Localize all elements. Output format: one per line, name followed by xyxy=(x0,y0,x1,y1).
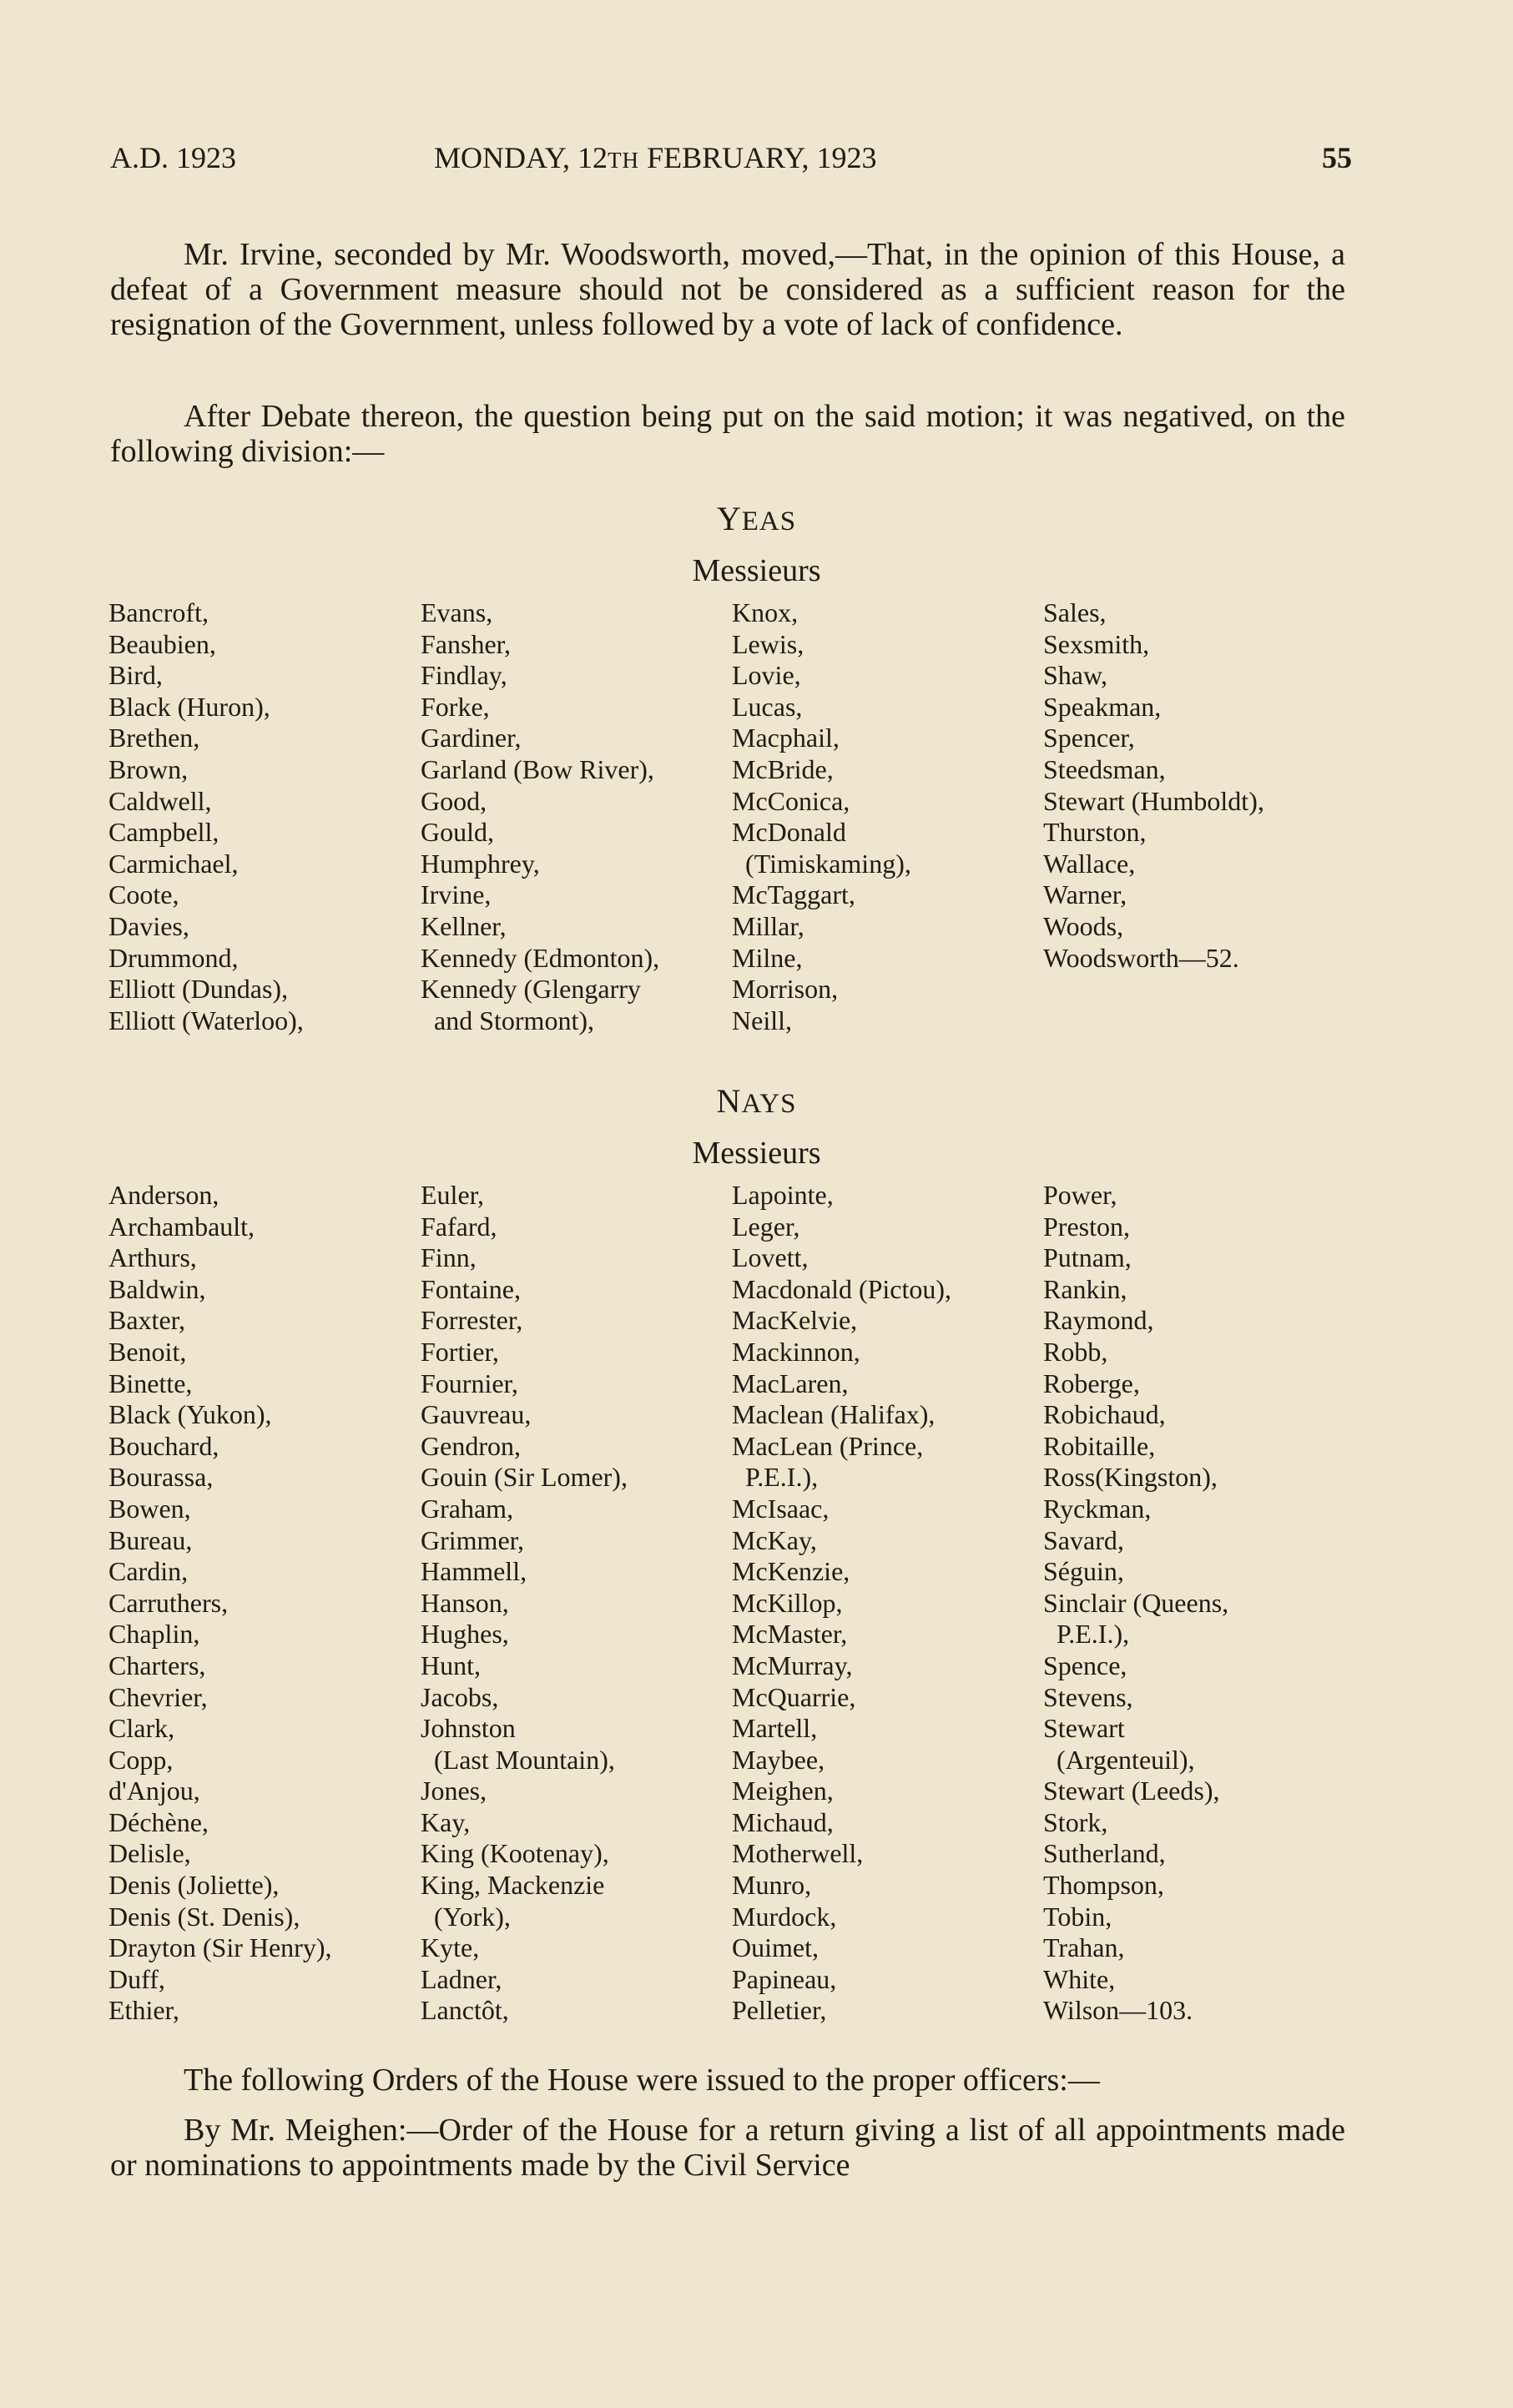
member-name: Maclean (Halifax), xyxy=(732,1399,936,1430)
member-name: Brethen, xyxy=(108,723,200,753)
member-name: Binette, xyxy=(108,1368,193,1398)
member-name: Thompson, xyxy=(1043,1870,1164,1901)
member-name: Black (Huron), xyxy=(108,691,270,722)
header-year: A.D. 1923 xyxy=(110,141,236,174)
member-name: Meighen, xyxy=(732,1776,834,1806)
member-name: Preston, xyxy=(1043,1211,1130,1242)
member-name: Forke, xyxy=(421,691,490,722)
member-name: Bureau, xyxy=(108,1524,193,1555)
debate-paragraph xyxy=(110,399,1345,469)
member-name: Johnston xyxy=(421,1713,516,1744)
yeas-heading-initial: Y xyxy=(716,500,742,537)
member-name: Neill, xyxy=(732,1005,792,1035)
nays-column-2 xyxy=(421,1180,628,2027)
member-name: Bowen, xyxy=(108,1493,191,1524)
member-name: Milne, xyxy=(732,942,803,973)
member-name: Spence, xyxy=(1043,1650,1127,1680)
member-name: Clark, xyxy=(108,1713,175,1744)
member-name: Lovett, xyxy=(732,1242,809,1273)
member-name: Brown, xyxy=(108,753,189,784)
orders-paragraph xyxy=(110,2063,1345,2098)
member-name: Duff, xyxy=(108,1963,165,1994)
member-name: Delisle, xyxy=(108,1838,191,1869)
member-name: Caldwell, xyxy=(108,785,212,816)
member-name: Arthurs, xyxy=(108,1242,197,1273)
member-name: Denis (Joliette), xyxy=(108,1870,280,1901)
yeas-column-1 xyxy=(108,597,304,1036)
member-name: Mackinnon, xyxy=(732,1336,860,1367)
yeas-column-2 xyxy=(421,597,659,1036)
member-name: Forrester, xyxy=(421,1305,523,1336)
member-name: Gould, xyxy=(421,817,494,848)
yeas-heading xyxy=(0,499,1513,538)
member-name: Papineau, xyxy=(732,1963,837,1994)
member-name: Lucas, xyxy=(732,691,803,722)
member-name: Drayton (Sir Henry), xyxy=(108,1932,332,1963)
member-name: Elliott (Waterloo), xyxy=(108,1005,304,1035)
member-name: Stewart (Humboldt), xyxy=(1043,785,1264,816)
member-name: Ethier, xyxy=(108,1995,179,2026)
member-name: Martell, xyxy=(732,1713,818,1744)
member-name: Hanson, xyxy=(421,1587,509,1618)
member-name: Kay, xyxy=(421,1806,471,1837)
member-name: Ryckman, xyxy=(1043,1493,1152,1524)
member-name: Sutherland, xyxy=(1043,1838,1166,1869)
member-name: Charters, xyxy=(108,1650,206,1680)
debate-text: After Debate thereon, the question being put on the said motion; it was negatived, on the following division:— xyxy=(110,399,1345,469)
member-name: Séguin, xyxy=(1043,1556,1124,1587)
member-name: Steedsman, xyxy=(1043,753,1166,784)
member-name: Kennedy (Edmonton), xyxy=(421,942,660,973)
member-name: Hughes, xyxy=(421,1619,509,1650)
yeas-subheading: Messieurs xyxy=(692,553,821,588)
member-name: (Last Mountain), xyxy=(421,1744,615,1775)
member-name: Drummond, xyxy=(108,942,239,973)
member-name: Copp, xyxy=(108,1744,174,1775)
motion-text: Mr. Irvine, seconded by Mr. Woodsworth, moved,—That, in the opinion of this House, a defeat of a Government measure should not be considered as a sufficient reason for the resignation of the Government, unless followed by a vote of lack of confidence. xyxy=(110,237,1345,342)
member-name: Jacobs, xyxy=(421,1681,499,1712)
member-name: Campbell, xyxy=(108,817,219,848)
member-name: Knox, xyxy=(732,597,799,627)
member-name: Kennedy (Glengarry xyxy=(421,974,641,1005)
member-name: Euler, xyxy=(421,1180,485,1210)
member-name: Macphail, xyxy=(732,723,840,753)
member-name: Shaw, xyxy=(1043,660,1108,691)
member-name: McIsaac, xyxy=(732,1493,830,1524)
member-name: Bouchard, xyxy=(108,1430,219,1461)
member-name: (Argenteuil), xyxy=(1043,1744,1195,1775)
member-name: McMurray, xyxy=(732,1650,853,1680)
member-name: McConica, xyxy=(732,785,850,816)
member-name: Carruthers, xyxy=(108,1587,229,1618)
member-name: Speakman, xyxy=(1043,691,1162,722)
member-name: Wilson—103. xyxy=(1043,1995,1193,2026)
nays-heading xyxy=(0,1081,1513,1121)
member-name: and Stormont), xyxy=(421,1005,594,1035)
member-name: White, xyxy=(1043,1963,1116,1994)
orders-text: The following Orders of the House were issued to the proper officers:— xyxy=(184,2063,1100,2098)
member-name: Jones, xyxy=(421,1776,487,1806)
nays-subheading: Messieurs xyxy=(692,1136,821,1171)
member-name: Hammell, xyxy=(421,1556,527,1587)
member-name: Black (Yukon), xyxy=(108,1399,272,1430)
member-name: Wallace, xyxy=(1043,848,1136,879)
member-name: Anderson, xyxy=(108,1180,219,1210)
member-name: Rankin, xyxy=(1043,1273,1127,1304)
member-name: Humphrey, xyxy=(421,848,540,879)
header-date-ordinal: TH xyxy=(608,148,640,173)
member-name: Roberge, xyxy=(1043,1368,1140,1398)
member-name: Davies, xyxy=(108,910,189,941)
member-name: Gouin (Sir Lomer), xyxy=(421,1462,628,1493)
member-name: McMaster, xyxy=(732,1619,848,1650)
member-name: Chevrier, xyxy=(108,1681,208,1712)
member-name: Robichaud, xyxy=(1043,1399,1166,1430)
motion-paragraph xyxy=(110,237,1345,342)
member-name: Fortier, xyxy=(421,1336,499,1367)
member-name: Ross(Kingston), xyxy=(1043,1462,1218,1493)
member-name: Kellner, xyxy=(421,910,507,941)
member-name: Grimmer, xyxy=(421,1524,525,1555)
member-name: MacLaren, xyxy=(732,1368,849,1398)
member-name: Kyte, xyxy=(421,1932,480,1963)
member-name: Elliott (Dundas), xyxy=(108,974,289,1005)
member-name: Stevens, xyxy=(1043,1681,1133,1712)
member-name: MacLean (Prince, xyxy=(732,1430,924,1461)
member-name: Ouimet, xyxy=(732,1932,819,1963)
member-name: Pelletier, xyxy=(732,1995,827,2026)
member-name: Robitaille, xyxy=(1043,1430,1156,1461)
member-name: Lewis, xyxy=(732,628,804,659)
member-name: Irvine, xyxy=(421,879,492,910)
member-name: Fafard, xyxy=(421,1211,497,1242)
member-name: Robb, xyxy=(1043,1336,1108,1367)
member-name: (Timiskaming), xyxy=(732,848,911,879)
member-name: Michaud, xyxy=(732,1806,834,1837)
member-name: Ladner, xyxy=(421,1963,502,1994)
member-name: Coote, xyxy=(108,879,179,910)
yeas-column-3 xyxy=(732,597,911,1036)
member-name: Benoit, xyxy=(108,1336,187,1367)
member-name: Fontaine, xyxy=(421,1273,521,1304)
member-name: Finn, xyxy=(421,1242,477,1273)
member-name: Power, xyxy=(1043,1180,1117,1210)
meighen-paragraph xyxy=(110,2113,1345,2183)
member-name: Lapointe, xyxy=(732,1180,834,1210)
header-date-post: FEBRUARY, 1923 xyxy=(639,141,877,174)
member-name: King, Mackenzie xyxy=(421,1870,605,1901)
member-name: Cardin, xyxy=(108,1556,189,1587)
member-name: Lanctôt, xyxy=(421,1995,509,2026)
member-name: Leger, xyxy=(732,1211,800,1242)
member-name: Fournier, xyxy=(421,1368,518,1398)
member-name: Thurston, xyxy=(1043,817,1147,848)
member-name: Evans, xyxy=(421,597,493,627)
member-name: Woodsworth—52. xyxy=(1043,942,1239,973)
member-name: Fansher, xyxy=(421,628,512,659)
member-name: Sinclair (Queens, xyxy=(1043,1587,1229,1618)
meighen-text: By Mr. Meighen:—Order of the House for a return giving a list of all appointments made or nominations to appointments made by the Civil Service xyxy=(110,2113,1345,2183)
member-name: Baxter, xyxy=(108,1305,186,1336)
member-name: Savard, xyxy=(1043,1524,1124,1555)
member-name: Carmichael, xyxy=(108,848,239,879)
header-date-pre: MONDAY, 12 xyxy=(434,141,608,174)
member-name: Raymond, xyxy=(1043,1305,1154,1336)
member-name: McBride, xyxy=(732,753,834,784)
member-name: Gardiner, xyxy=(421,723,522,753)
member-name: Déchène, xyxy=(108,1806,209,1837)
member-name: Gauvreau, xyxy=(421,1399,532,1430)
nays-heading-rest: AYS xyxy=(741,1089,797,1119)
member-name: Trahan, xyxy=(1043,1932,1125,1963)
member-name: McTaggart, xyxy=(732,879,855,910)
member-name: Findlay, xyxy=(421,660,507,691)
member-name: Motherwell, xyxy=(732,1838,864,1869)
member-name: d'Anjou, xyxy=(108,1776,200,1806)
nays-column-3 xyxy=(732,1180,951,2027)
member-name: Murdock, xyxy=(732,1901,837,1932)
member-name: King (Kootenay), xyxy=(421,1838,609,1869)
member-name: Stewart (Leeds), xyxy=(1043,1776,1220,1806)
nays-heading-initial: N xyxy=(716,1082,742,1120)
member-name: McKenzie, xyxy=(732,1556,850,1587)
member-name: Warner, xyxy=(1043,879,1127,910)
member-name: Bird, xyxy=(108,660,163,691)
member-name: Putnam, xyxy=(1043,1242,1132,1273)
member-name: MacKelvie, xyxy=(732,1305,858,1336)
member-name: Morrison, xyxy=(732,974,839,1005)
member-name: Hunt, xyxy=(421,1650,481,1680)
member-name: Sexsmith, xyxy=(1043,628,1150,659)
member-name: Tobin, xyxy=(1043,1901,1112,1932)
member-name: Garland (Bow River), xyxy=(421,753,654,784)
member-name: Beaubien, xyxy=(108,628,216,659)
member-name: Sales, xyxy=(1043,597,1107,627)
member-name: Good, xyxy=(421,785,487,816)
member-name: P.E.I.), xyxy=(732,1462,819,1493)
member-name: McKillop, xyxy=(732,1587,843,1618)
member-name: Bourassa, xyxy=(108,1462,214,1493)
member-name: Woods, xyxy=(1043,910,1124,941)
member-name: Stewart xyxy=(1043,1713,1125,1744)
member-name: P.E.I.), xyxy=(1043,1619,1130,1650)
header-date xyxy=(434,140,876,175)
member-name: Lovie, xyxy=(732,660,801,691)
nays-column-1 xyxy=(108,1180,331,2027)
member-name: Bancroft, xyxy=(108,597,209,627)
member-name: Baldwin, xyxy=(108,1273,206,1304)
member-name: (York), xyxy=(421,1901,511,1932)
member-name: McQuarrie, xyxy=(732,1681,856,1712)
member-name: Munro, xyxy=(732,1870,812,1901)
yeas-column-4 xyxy=(1043,597,1264,974)
member-name: Denis (St. Denis), xyxy=(108,1901,300,1932)
member-name: Maybee, xyxy=(732,1744,825,1775)
member-name: Chaplin, xyxy=(108,1619,200,1650)
member-name: Stork, xyxy=(1043,1806,1108,1837)
page-header xyxy=(110,140,1352,190)
member-name: Graham, xyxy=(421,1493,514,1524)
member-name: Spencer, xyxy=(1043,723,1135,753)
member-name: Archambault, xyxy=(108,1211,255,1242)
member-name: McDonald xyxy=(732,817,846,848)
nays-column-4 xyxy=(1043,1180,1228,2027)
member-name: Millar, xyxy=(732,910,804,941)
yeas-heading-rest: EAS xyxy=(741,506,797,537)
member-name: Gendron, xyxy=(421,1430,521,1461)
page-number: 55 xyxy=(1322,141,1352,174)
member-name: Macdonald (Pictou), xyxy=(732,1273,952,1304)
member-name: McKay, xyxy=(732,1524,817,1555)
